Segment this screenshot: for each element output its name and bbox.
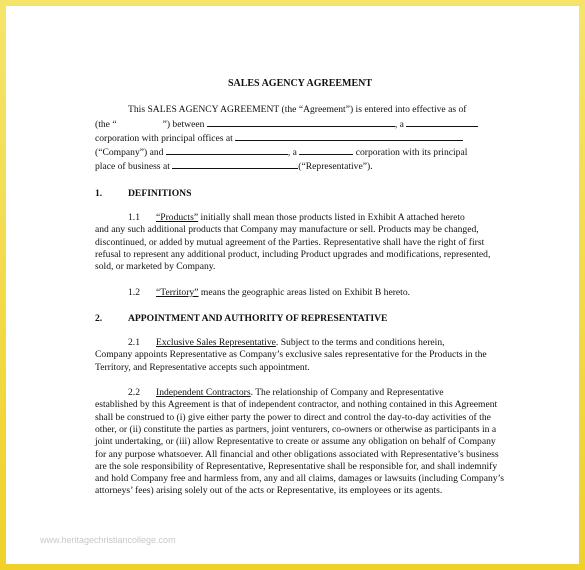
section-2-title: APPOINTMENT AND AUTHORITY OF REPRESENTATIVE xyxy=(128,312,388,324)
territory-term: “Territory” xyxy=(156,286,199,298)
intro-line-5: place of business at (“Representative”). xyxy=(95,161,373,173)
document-page xyxy=(6,6,579,564)
company-name-blank[interactable] xyxy=(207,117,395,127)
section-1-number: 1. xyxy=(95,187,103,199)
company-state-blank[interactable] xyxy=(406,117,478,127)
clause-1-2: 1.2 “Territory” means the geographic areas listed on Exhibit B hereto. xyxy=(128,286,411,298)
independent-contractors-term: Independent Contractors xyxy=(156,387,251,399)
representative-address-blank[interactable] xyxy=(172,159,298,169)
intro-line-4: (“Company”) and , a corporation with its principal xyxy=(95,147,468,159)
company-address-blank[interactable] xyxy=(235,131,463,141)
clause-2-1: 2.1 Exclusive Sales Representative. Subject to the terms and conditions herein, Company appoints Representative as Company’s exclusive sales representative for the Products in the Territory, and Representative accepts such appointment. xyxy=(95,337,487,373)
intro-paragraph xyxy=(95,104,505,173)
representative-name-blank[interactable] xyxy=(166,145,288,155)
intro-line-3: corporation with principal offices at xyxy=(95,131,505,145)
document-title: SALES AGENCY AGREEMENT xyxy=(227,78,373,89)
section-2-heading xyxy=(95,313,505,325)
section-2-number: 2. xyxy=(95,312,103,324)
clause-2-2: 2.2 Independent Contractors. The relationship of Company and Representative established by this Agreement is that of independent contractor, and nothing contained in this Agreement shall be construed to (i) give either party the power to direct and control the day-to-day activities of the other, or (ii) constitute the parties as partners, joint venturers, co-owners or otherwise as participants in a joint undertaking, or (iii) allow Representative to create or assume any obligation on behalf of Company for any purpose whatsoever. All financial and other obligations associated with Representative’s business are the sole responsibility of Representative, Representative shall be responsible for, and shall indemnify and hold Company free and harmless from, any and all claims, damages or lawsuits (including Company’s attorneys’ fees) arising solely out of the acts or Representative, its employees or its agents. xyxy=(95,387,504,497)
watermark-text: www.heritagechristiancollege.com xyxy=(40,535,176,545)
products-term: “Products” xyxy=(156,212,199,224)
representative-state-blank[interactable] xyxy=(299,145,353,155)
section-1-heading xyxy=(95,188,505,200)
exclusive-sales-rep-term: Exclusive Sales Representative xyxy=(156,337,276,349)
clause-1-1: 1.1 “Products” initially shall mean those products listed in Exhibit A attached hereto and any such additional products that Company may manufacture or sell. Products may be changed, discontinued, or added by mutual agreement of the Parties. Representative shall have the right of first refusal to represent any additional product, including Product upgrades and modifications, represented, sold, or marketed by Company. xyxy=(95,212,491,273)
agreement-body xyxy=(95,78,505,498)
intro-line-2: (the “ ”) between , a xyxy=(95,117,505,131)
intro-line-1: This SALES AGENCY AGREEMENT (the “Agreement”) is entered into effective as of xyxy=(128,104,467,116)
section-1-title: DEFINITIONS xyxy=(128,187,192,199)
